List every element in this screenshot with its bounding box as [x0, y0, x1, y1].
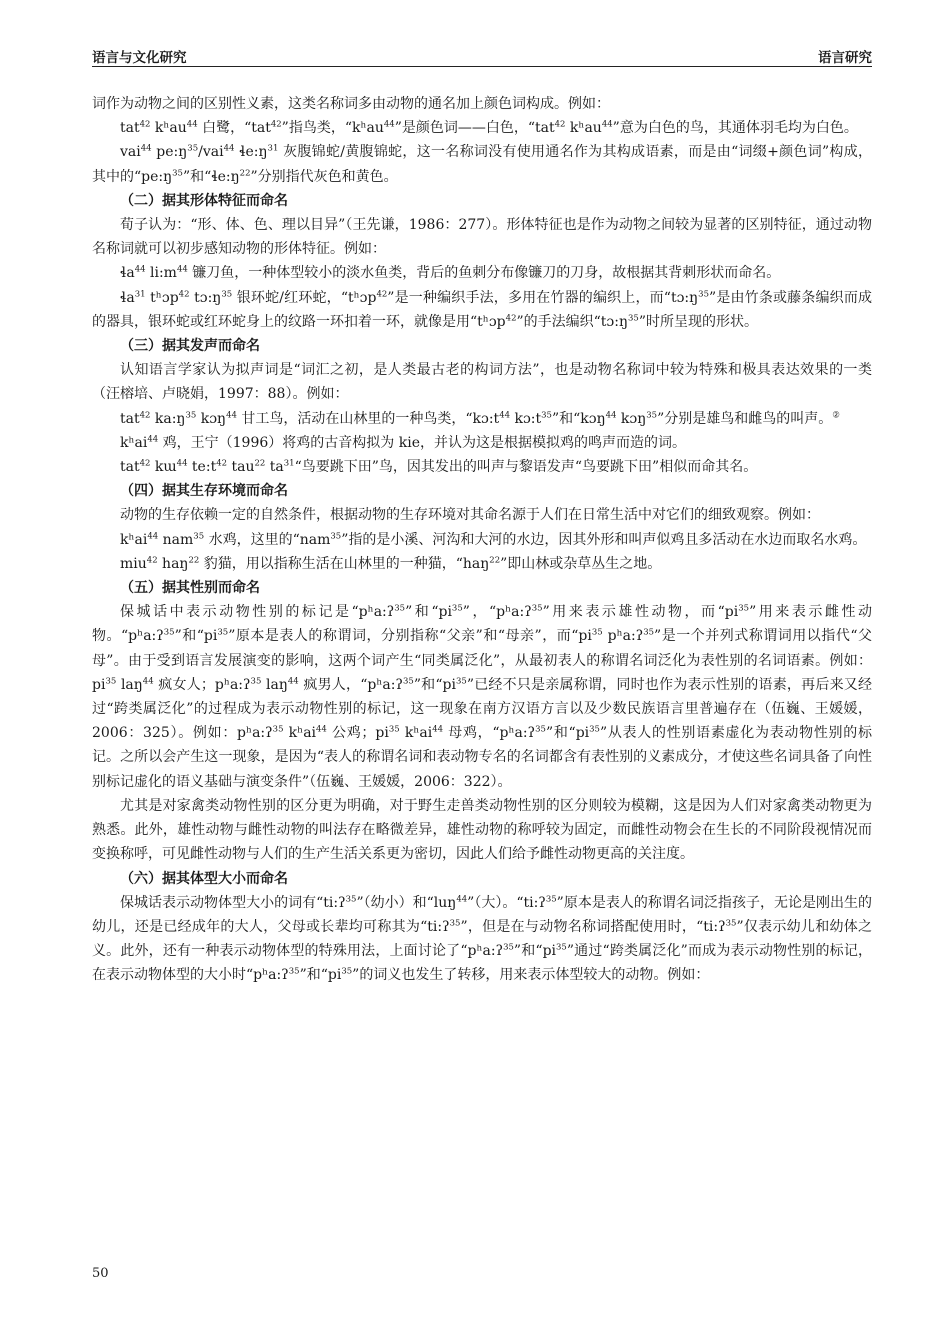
body-text [92, 92, 872, 988]
paragraph: vai$^{44}$ $pe:ŋ^{35}/vai^{44}$ $ɬe:ŋ^{31}$ 灰腹锦蛇/黄腹锦蛇，这一名称词没有使用通名作为其构成语素，而是由“词缀+颜色词”构成，其中的“$pe:ŋ^{35}$”和“$ɬe:ŋ^{22}$”分别指代灰色和黄色。 [92, 143, 873, 185]
paragraph: 保城话表示动物体型大小的词有“ti:ʔ$^{35}$”（幼小）和“luŋ$^{44}$”（大）。“ti:ʔ$^{35}$”原本是表人的称谓名词泛指孩子，无论是刚出生的幼儿，还是已经成年的大人，父母或长辈均可称其为“ti:ʔ$^{35}$”，但是在与动物名称词搭配使用时，“ti:ʔ$^{35}$”仅表示幼儿和幼体之义。此外，还有一种表示动物体型的特殊用法，上面讨论了“pʰa:ʔ$^{35}$”和“$pi^{35}$”通过“跨类属泛化”而成为表示动物性别的标记，在表示动物体型的大小时“pʰa:ʔ$^{35}$”和“$pi^{35}$”的词义也发生了转移，用来表示体型较大的动物。例如： [92, 894, 873, 984]
section-heading: （二）据其形体特征而命名 [120, 192, 288, 209]
paragraph: kʰai$^{44}$ nam$^{35}$ 水鸡，这里的“nam$^{35}$”指的是小溪、河沟和大河的水边，因其外形和叫声似鸡且多活动在水边而取名水鸡。 [120, 531, 867, 548]
paragraph: 尤其是对家禽类动物性别的区分更为明确，对于野生走兽类动物性别的区分则较为模糊，这是因为人们对家禽类动物更为熟悉。此外，雄性动物与雌性动物的叫法存在略微差异，雄性动物的称呼较为固定，而雌性动物会在生长的不同阶段视情况而变换称呼，可见雌性动物与人们的生产生活关系更为密切，因此人们给予雌性动物更高的关注度。 [92, 797, 872, 863]
paragraph: ɬa$^{44}$ $li:m^{44}$ 镰刀鱼，一种体型较小的淡水鱼类，背后的鱼刺分布像镰刀的刀身，故根据其背刺形状而命名。 [120, 264, 781, 282]
paragraph: kʰai$^{44}$ 鸡，王宁（1996）将鸡的古音构拟为 kie，并认为这是根据模拟鸡的鸣声而造的词。 [120, 434, 686, 451]
paragraph: miu$^{42}$ haŋ$^{22}$ 豹猫，用以指称生活在山林里的一种猫，“haŋ$^{22}$”即山林或杂草丛生之地。 [120, 555, 662, 572]
paragraph: ɬa$^{31}$ tʰɔp$^{42}$ $tɔ:ŋ^{35}$ 银环蛇/红环蛇，“tʰɔp$^{42}$”是一种编织手法，多用在竹器的编织上，而“$tɔ:ŋ^{35}$”是由竹条或藤条编织而成的器具，银环蛇或红环蛇身上的纹路一环扣着一环，就像是用“tʰɔp$^{42}$”的手法编织“$tɔ:ŋ^{35}$”时所呈现的形状。 [92, 288, 873, 330]
section-heading: （三）据其发声而命名 [120, 338, 260, 355]
paragraph: tat$^{42}$ kʰau$^{44}$ 白鹭，“tat$^{42}$”指鸟类，“kʰau$^{44}$”是颜色词——白色，“tat$^{42}$ kʰau$^{44}$”意为白色的鸟，其通体羽毛均为白色。 [120, 119, 858, 137]
paragraph: tat$^{42}$ $ka:ŋ^{35}$ kɔŋ$^{44}$ 甘工鸟，活动在山林里的一种鸟类，“$kɔ:t^{44}$ $kɔ:t^{35}$”和“kɔŋ$^{44}$ kɔŋ$^{35}$”分别是雄鸟和雌鸟的叫声。② [120, 409, 840, 427]
paragraph: 词作为动物之间的区别性义素，这类名称词多由动物的通名加上颜色词构成。例如： [92, 96, 610, 112]
section-heading: （四）据其生存环境而命名 [120, 483, 288, 500]
running-header [92, 46, 872, 68]
paragraph: 动物的生存依赖一定的自然条件，根据动物的生存环境对其命名源于人们在日常生活中对它们的细致观察。例如： [120, 507, 820, 524]
section-heading: （六）据其体型大小而命名 [120, 870, 288, 887]
paragraph: 认知语言学家认为拟声词是“词汇之初，是人类最古老的构词方法”，也是动物名称词中较为特殊和极具表达效果的一类（汪榕培、卢晓娟，1997：88）。例如： [92, 362, 872, 403]
paragraph: 保城话中表示动物性别的标记是“pʰa:ʔ$^{35}$”和“$pi^{35}$”，“pʰa:ʔ$^{35}$”用来表示雄性动物，而“$pi^{35}$”用来表示雌性动物。“pʰa:ʔ$^{35}$”和“$pi^{35}$”原本是表人的称谓词，分别指称“父亲”和“母亲”，而“$pi^{35}$ pʰa:ʔ$^{35}$”是一个并列式称谓词用以指代“父母”。由于受到语言发展演变的影响，这两个词产生“同类属泛化”，从最初表人的称谓名词泛化为表性别的名词语素。例如：$pi^{35}$ laŋ$^{44}$ 疯女人；pʰa:ʔ$^{35}$ laŋ$^{44}$ 疯男人，“pʰa:ʔ$^{35}$”和“$pi^{35}$”已经不只是亲属称谓，同时也作为表示性别的语素，再后来又经过“跨类属泛化”的过程成为表示动物性别的标记，这一现象在南方汉语方言以及少数民族语言里普遍存在（伍巍、王媛媛，2006：325）。例如：pʰa:ʔ$^{35}$ kʰai$^{44}$ 公鸡；$pi^{35}$ kʰai$^{44}$ 母鸡，“pʰa:ʔ$^{35}$”和“$pi^{35}$”从表人的性别语素虚化为表动物性别的标记。之所以会产生这一现象，是因为“表人的称谓名词和表动物专名的名词都含有表性别的义素成分，才使这些名词具备了向性别标记虚化的语义基础与演变条件”（伍巍、王媛媛，2006：322）。 [92, 603, 873, 790]
section-heading: （五）据其性别而命名 [120, 580, 260, 597]
header-rule [92, 66, 872, 67]
paragraph: tat$^{42}$ kɯ$^{44}$ $te:t^{42}$ tau$^{22}$ $ta^{31}“$鸟要跳下田”鸟，因其发出的叫声与黎语发声“鸟要跳下田”相似而命其名。 [120, 458, 758, 476]
section-title: 语言研究 [818, 50, 872, 66]
journal-title: 语言与文化研究 [92, 50, 187, 66]
paragraph: 荀子认为：“形、体、色、理以目异”（王先谦，1986：277）。形体特征也是作为动物之间较为显著的区别特征，通过动物名称词就可以初步感知动物的形体特征。例如： [92, 217, 872, 258]
page-number: 50 [92, 1266, 109, 1281]
